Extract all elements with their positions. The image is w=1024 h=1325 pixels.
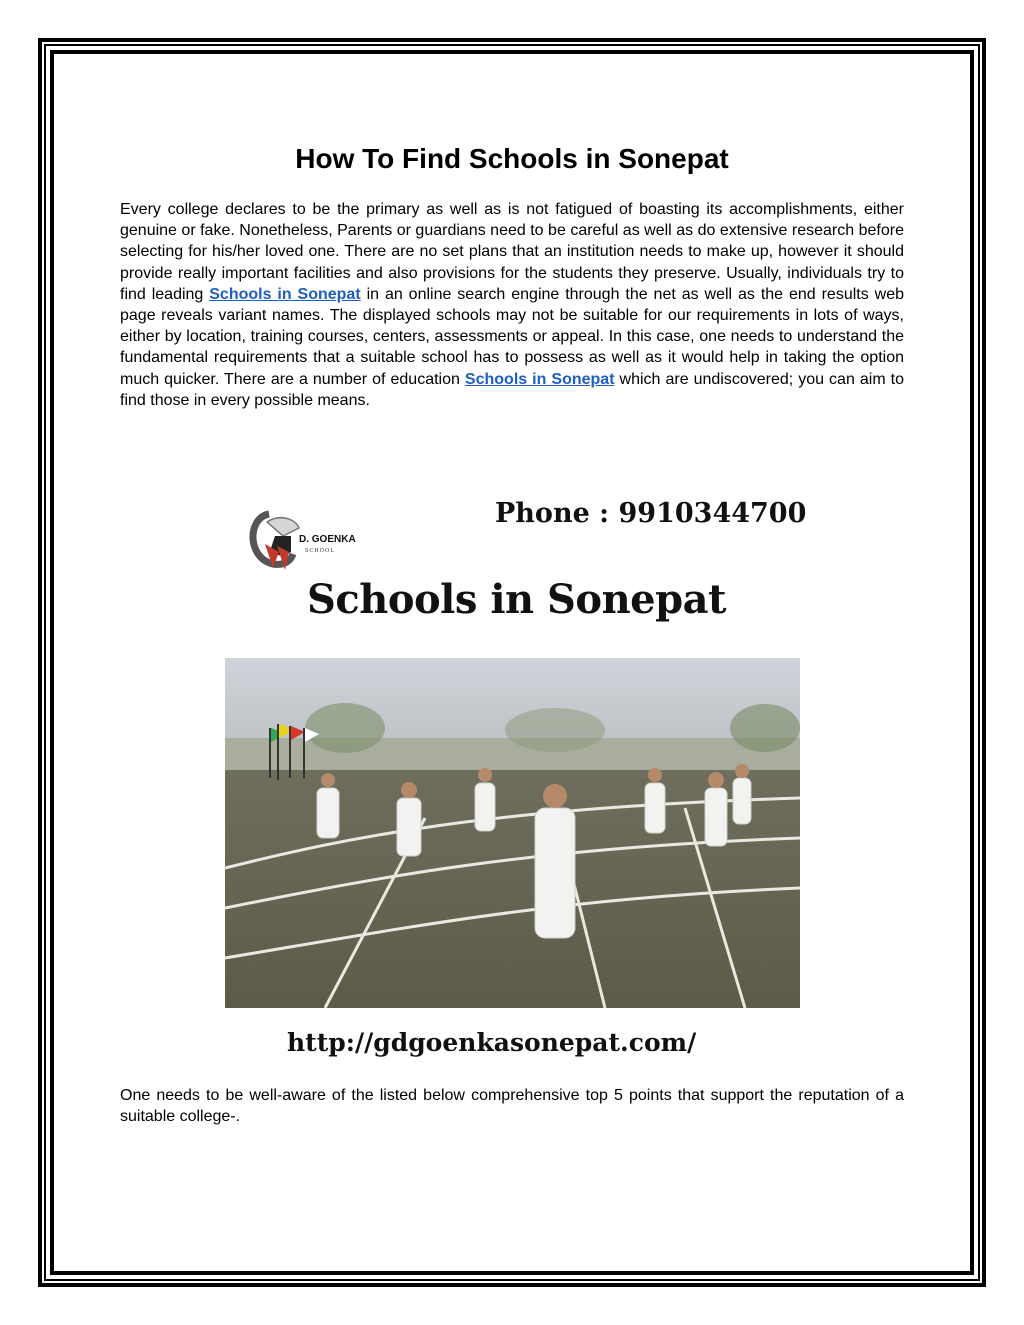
logo-text-line2: SCHOOL (305, 548, 336, 554)
logo-text-line1: D. GOENKA (299, 534, 356, 545)
website-url: http://gdgoenkasonepat.com/ (287, 1028, 697, 1057)
page-title: How To Find Schools in Sonepat (295, 143, 729, 174)
banner-title: Schools in Sonepat (307, 576, 726, 623)
schools-in-sonepat-link-2[interactable]: Schools in Sonepat (464, 370, 615, 388)
intro-paragraph (120, 199, 904, 411)
promo-banner (225, 488, 807, 1068)
schools-in-sonepat-link-1[interactable]: Schools in Sonepat (209, 285, 361, 303)
paragraph-text: Every college declares to be the primary as well as is not fatigued of boasting its accomplishments, either genuine or fake. Nonetheless, Parents or guardians need to be careful as well as do extensive research before selecting for his/her loved one. There are no set plans that an institution needs to make up, however it should provide really important facilities and also provisions for the students they preserve. Usually, individuals try to find leading (120, 201, 904, 303)
paragraph-text: in an online search engine through the net as well as the end results web page reveals variant names. The displayed schools may not be suitable for our requirements in lots of ways, either by location, training courses, centers, assessments or appeal. In this case, one needs to understand the fundamental requirements that a suitable school has to possess as well as it would help in taking the option much quicker. There are a number of education (120, 285, 905, 388)
gd-goenka-logo-icon (239, 506, 379, 572)
closing-paragraph: One needs to be well-aware of the listed below comprehensive top 5 points that support the reputation of a suitable college-. (120, 1087, 904, 1126)
phone-number: Phone : 9910344700 (495, 498, 807, 529)
taekwondo-students-photo (225, 658, 800, 1008)
paragraph-text: which are undiscovered; you can aim to find those in every possible means. (120, 370, 905, 409)
